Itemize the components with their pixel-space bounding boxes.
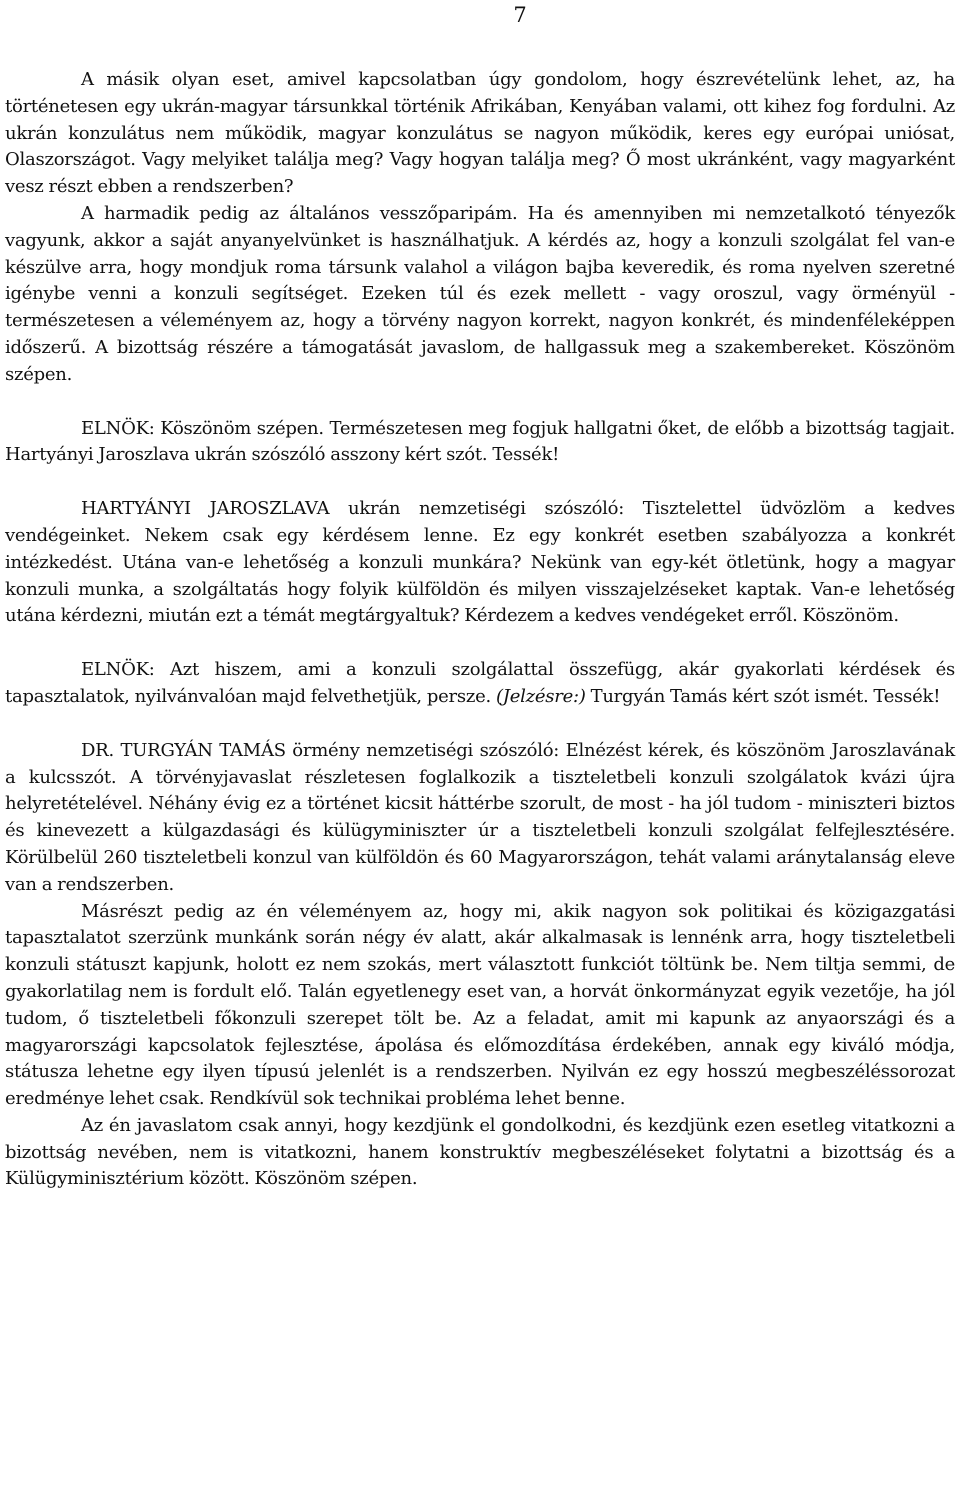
chair-remark-text: ELNÖK: Azt hiszem, ami a konzuli szolgálattal összefügg, akár gyakorlati kérdések és tapasztalatok, nyilvánvalóan majd felvethetjük, persze.	[5, 659, 955, 707]
paragraph-turgyan: DR. TURGYÁN TAMÁS örmény nemzetiségi szószóló: Elnézést kérek, és köszönöm Jaroszlavának a kulcsszót. A törvényjavaslat részletesen foglalkozik a tiszteletbeli konzuli szolgálatok kvázi újra helyretételével. Néhány évig ez a történet kicsit háttérbe szorult, de most - ha jól tudom - miniszteri biztos és kinevezett a külgazdasági és külügyminiszter úr a tiszteletbeli konzuli szolgálat felfejlesztésére. Körülbelül 260 tiszteletbeli konzul van külföldön és 60 Magyarországon, tehát valami aránytalanság eleve van a rendszerben.	[5, 739, 955, 895]
paragraph-chair-remark	[5, 657, 955, 711]
chair-remark-text-end: Turgyán Tamás kért szót ismét. Tessék!	[585, 685, 941, 707]
page-number: 7	[513, 3, 527, 27]
paragraph-third-point: A harmadik pedig az általános vesszőparipám. Ha és amennyiben mi nemzetalkotó tényezők vagyunk, akkor a saját anyanyelvünket is használhatjuk. A kérdés az, hogy a konzuli szolgálat fel van-e készülve arra, hogy mondjuk roma társunk valahol a világon bajba keveredik, és roma nyelven szeretné igénybe venni a konzuli segítséget. Ezeken túl és ezek mellett - vagy oroszul, vagy örményül - természetesen a véleményem az, hogy a törvény nagyon korrekt, nagyon konkrét, és mindenféleképpen időszerű. A bizottság részére a támogatását javaslom, de hallgassuk meg a szakembereket. Köszönöm szépen.	[5, 202, 955, 385]
paragraph-hartyanyi: HARTYÁNYI JAROSZLAVA ukrán nemzetiségi szószóló: Tisztelettel üdvözlöm a kedves vendégeinket. Nekem csak egy kérdésem lenne. Ez egy konkrét esetben szabályozza a konkrét intézkedést. Utána van-e lehetőség a konzuli munkára? Nekünk van egy-két ötletünk, hogy a magyar konzuli munka, a szolgáltatás hogy folyik külföldön és milyen visszajelzéseket kaptak. Van-e lehetőség utána kérdezni, miután ezt a témát megtárgyaltuk? Kérdezem a kedves vendégeket erről. Köszönöm.	[5, 498, 955, 627]
paragraph-other-case: A másik olyan eset, amivel kapcsolatban úgy gondolom, hogy észrevételünk lehet, az, ha történetesen egy ukrán-magyar társunkkal történik Afrikában, Kenyában valami, ott kihez fog fordulni. Az ukrán konzulátus nem működik, magyar konzulátus se nagyon működik, keres egy európai uniósat, Olaszországot. Vagy melyiket találja meg? Vagy hogyan találja meg? Ő most ukránként, vagy magyarként vesz részt ebben a rendszerben?	[5, 69, 955, 198]
document-body	[5, 67, 955, 1193]
paragraph-turgyan-second: Másrészt pedig az én véleményem az, hogy mi, akik nagyon sok politikai és közigazgatási tapasztalatot szerzünk munkánk során négy év alatt, akár alkalmasak is lennénk arra, hogy tiszteletbeli konzuli státuszt kapjunk, holott ez nem szokás, mert választott funkciót töltünk be. Nem tiltja semmi, de gyakorlatilag nem is fordult elő. Talán egyetlenegy eset van, a horvát önkormányzat egyik vezetője, ha jól tudom, ő tiszteletbeli főkonzuli szerepet tölt be. Az a feladat, amit mi kapunk az anyaországi és a magyarországi kapcsolatok fejlesztése, ápolása és előmozdítása érdekében, annak egy kiváló módja, státusza lehetne egy ilyen típusú jelenlét is a rendszerben. Nyilván ez egy hosszú megbeszéléssorozat eredménye lehet csak. Rendkívül sok technikai probléma lehet benne.	[5, 900, 955, 1110]
paragraph-chair-response: ELNÖK: Köszönöm szépen. Természetesen meg fogjuk hallgatni őket, de előbb a bizottság tagjait. Hartyányi Jaroszlava ukrán szószóló asszony kért szót. Tessék!	[5, 417, 955, 466]
chair-remark-stage-direction: (Jelzésre:)	[495, 685, 586, 707]
paragraph-turgyan-proposal: Az én javaslatom csak annyi, hogy kezdjünk el gondolkodni, és kezdjünk ezen esetleg vitatkozni a bizottság nevében, nem is vitatkozni, hanem konstruktív megbeszéléseket folytatni a bizottság és a Külügyminisztérium között. Köszönöm szépen.	[5, 1114, 955, 1190]
